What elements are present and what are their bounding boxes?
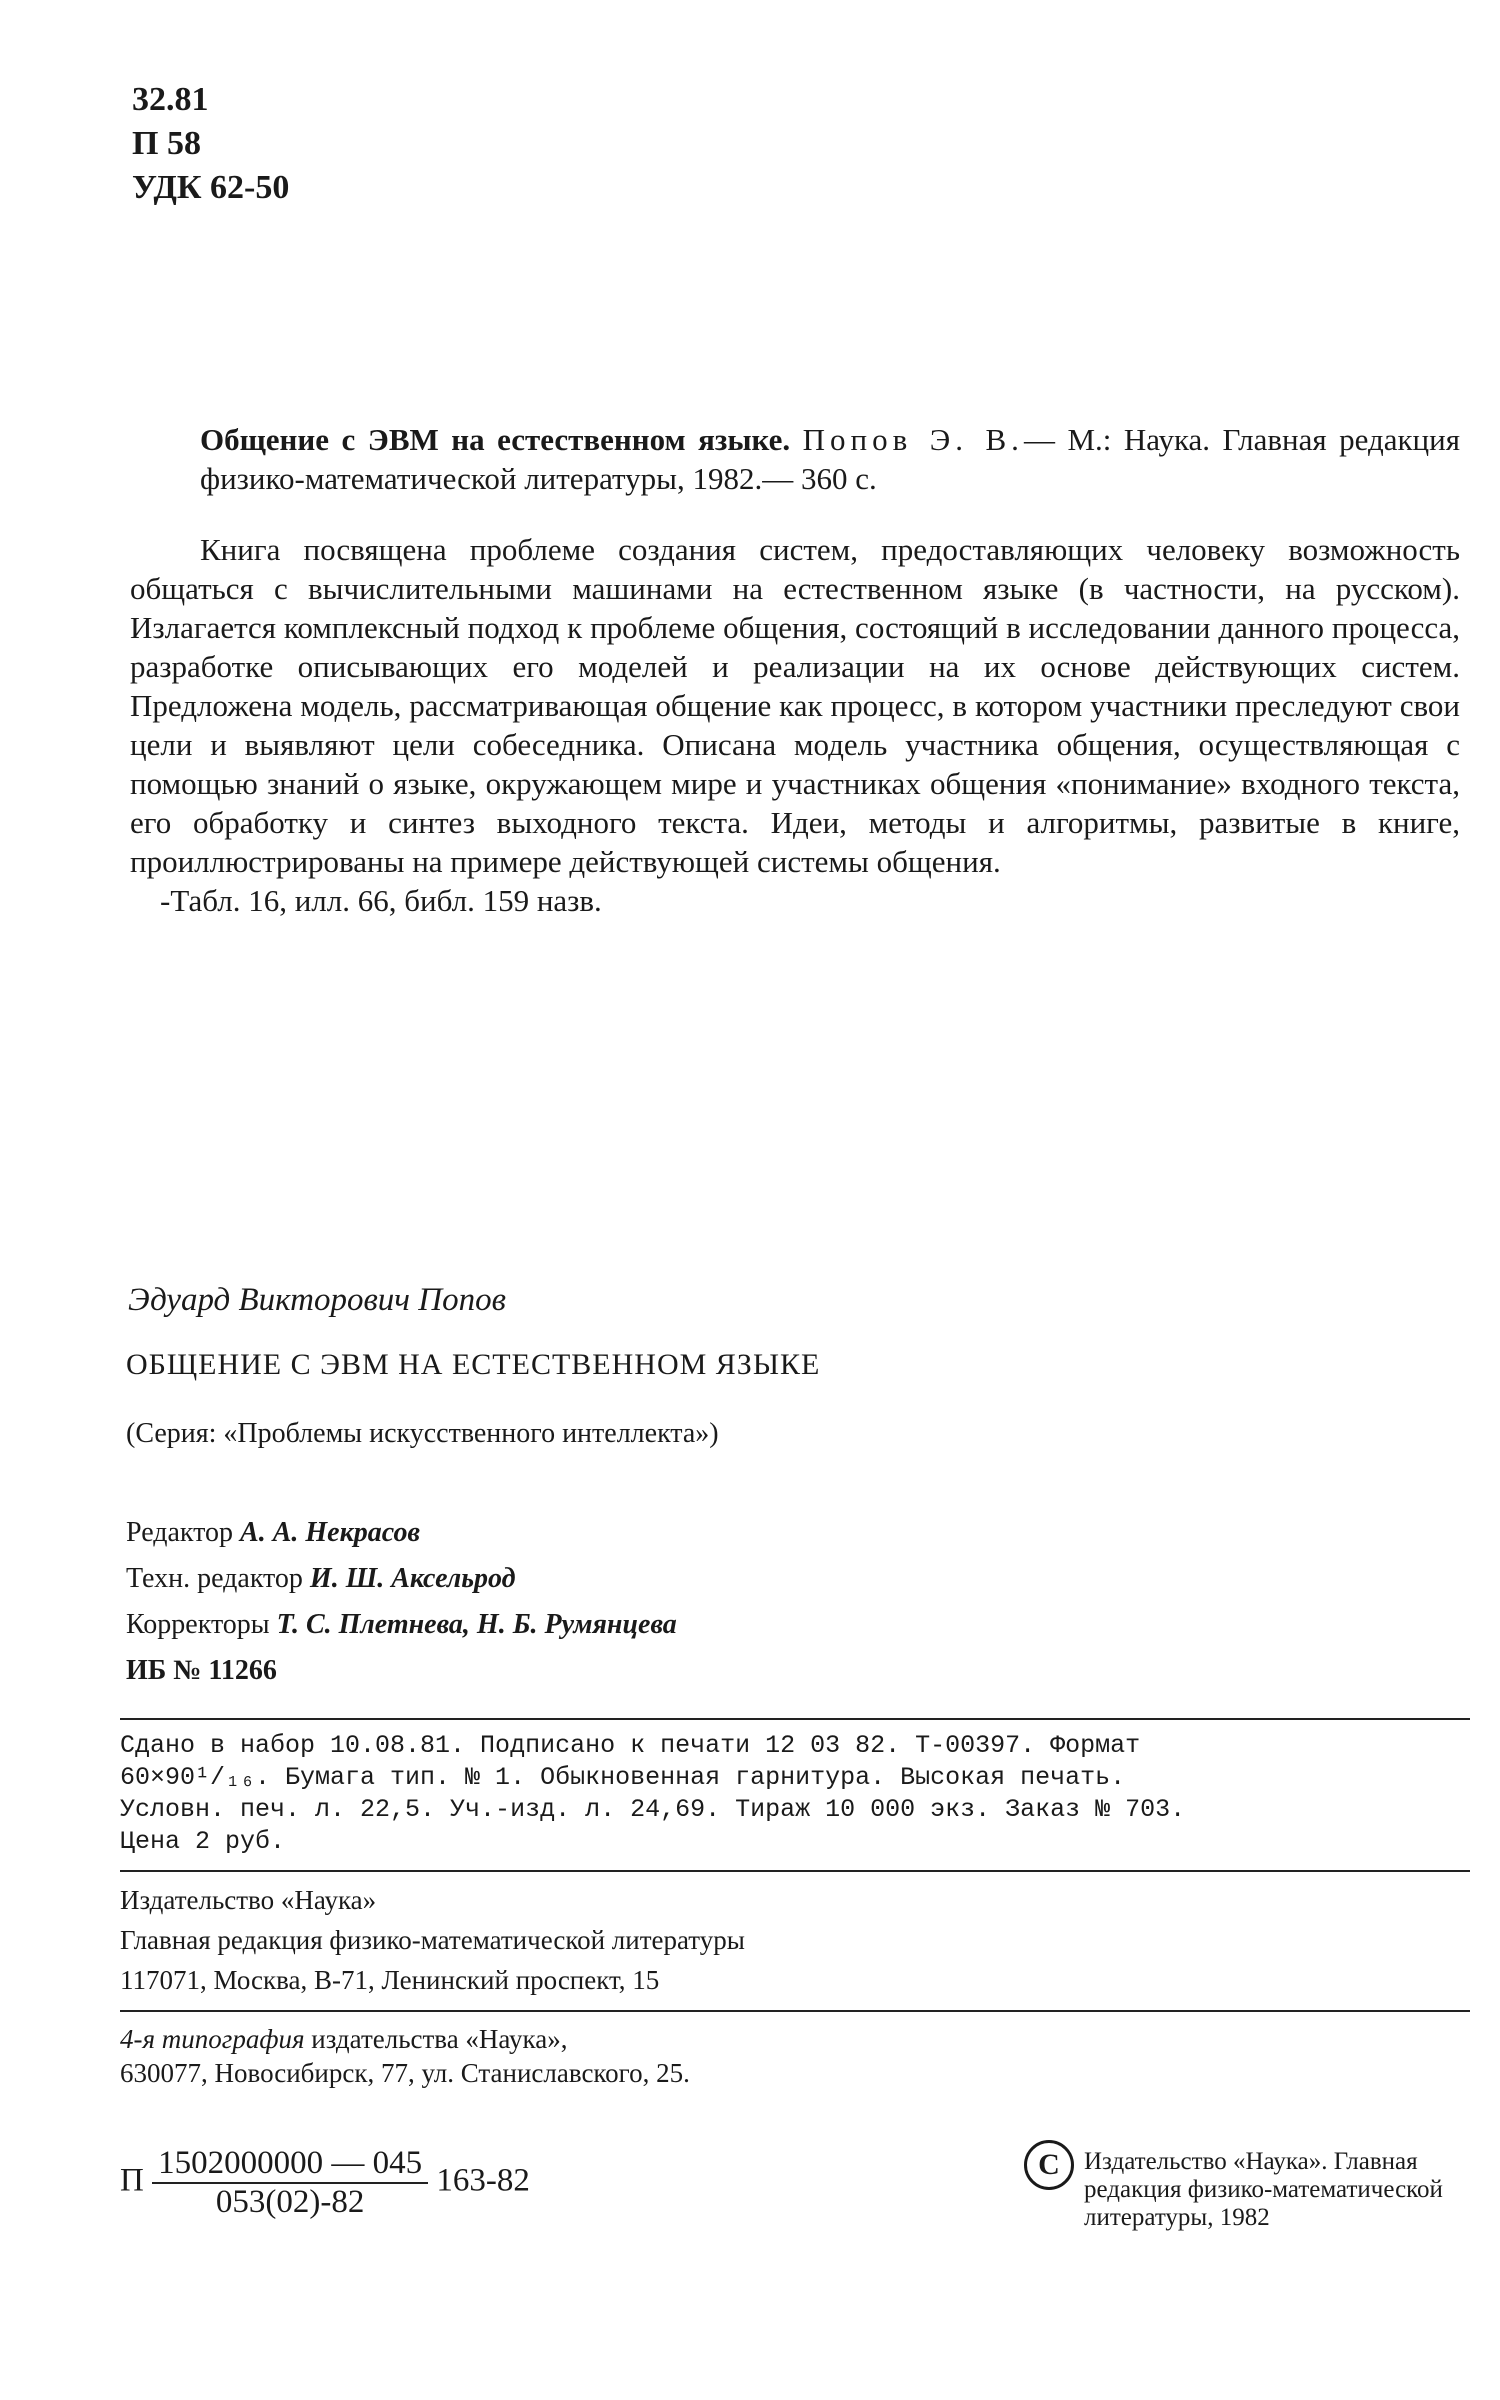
printer-block [120,2022,690,2090]
divider [120,1718,1470,1720]
divider [120,1870,1470,1872]
pcode-denominator: 053(02)-82 [215,2184,365,2220]
imprint-line: Условн. печ. л. 22,5. Уч.-изд. л. 24,69. Тираж 10 000 экз. Заказ № 703. [120,1795,1186,1824]
publisher-dept: Главная редакция физико-математической литературы [120,1925,745,1955]
annotation [130,530,1460,920]
editor-line [126,1510,677,1556]
tech-editor-label: Техн. редактор [126,1563,303,1594]
printer-name: 4-я типография [120,2024,305,2054]
tech-editor-name: И. Ш. Аксельрод [309,1563,516,1594]
publication-code [120,2145,530,2221]
copyright-text: Издательство «Наука». Главная редакция физико-математической литературы, 1982 [1084,2148,1443,2231]
bbk-code: 32.81 [132,81,209,118]
copyright-icon: C [1024,2140,1074,2190]
ib-number: ИБ № 11266 [126,1655,277,1686]
divider [120,2010,1470,2012]
biblio-title: Общение с ЭВМ на естественном языке. [200,422,791,457]
pcode-fraction [152,2145,428,2221]
pcode-prefix: П [120,2162,144,2199]
annotation-body: Книга посвящена проблеме создания систем, предоставляющих человеку возможность общаться с вычислительными машинами на естественном языке (в частности, на русском). Излагается комплексный подход к проблеме общения, состоящий в исследовании данного процесса, разработке описывающих его моделей и реализации на их основе действующих систем. Предложена модель, рассматривающая общение как процесс, в котором участники преследуют свои цели и выявляют цели собеседника. Описана модель участника общения, осуществляющая с помощью знаний о языке, окружающем мире и участниках общения «понимание» входного текста, его обработку и синтез выходного текста. Идеи, методы и алгоритмы, развитые в книге, проиллюстрированы на примере действующей системы общения. [130,532,1460,879]
author-full-name: Эдуард Викторович Попов [128,1282,506,1318]
correctors-label: Корректоры [126,1609,270,1640]
catalog-codes [132,78,289,210]
imprint-line: Цена 2 руб. [120,1827,286,1856]
publisher-name: Издательство «Наука» [120,1885,377,1915]
printer-publisher: издательства «Наука», [311,2024,568,2054]
udk-code: УДК 62-50 [132,169,290,206]
copyright-block [1028,2148,1444,2232]
book-title: ОБЩЕНИЕ С ЭВМ НА ЕСТЕСТВЕННОМ ЯЗЫКЕ [126,1348,821,1381]
editor-name: А. А. Некрасов [240,1517,421,1548]
series-line: (Серия: «Проблемы искусственного интеллекта») [126,1418,719,1449]
biblio-author: Попов Э. В. [802,422,1024,457]
tech-editor-line [126,1556,677,1602]
correctors-line [126,1602,677,1648]
credits [126,1510,677,1694]
biblio-rest: — М.: Наука. Главная редакция физико-математической литературы, 1982.— 360 с. [200,422,1460,496]
pcode-numerator: 1502000000 — 045 [152,2145,428,2184]
annotation-tail: -Табл. 16, илл. 66, библ. 159 назв. [160,883,602,918]
author-sign: П 58 [132,125,201,162]
publisher-address: 117071, Москва, В-71, Ленинский проспект, 15 [120,1965,660,1995]
imprint-line: 60×90¹/₁₆. Бумага тип. № 1. Обыкновенная гарнитура. Высокая печать. [120,1763,1126,1792]
publisher-block [120,1880,745,2000]
printer-address: 630077, Новосибирск, 77, ул. Станиславского, 25. [120,2058,690,2088]
imprint-line: Сдано в набор 10.08.81. Подписано к печати 12 03 82. Т-00397. Формат [120,1731,1141,1760]
correctors-names: Т. С. Плетнева, Н. Б. Румянцева [276,1609,677,1640]
editor-label: Редактор [126,1517,234,1548]
printer-line [120,2022,690,2056]
imprint-block [120,1730,1450,1858]
pcode-suffix: 163-82 [436,2162,530,2199]
bibliographic-record [200,420,1460,498]
